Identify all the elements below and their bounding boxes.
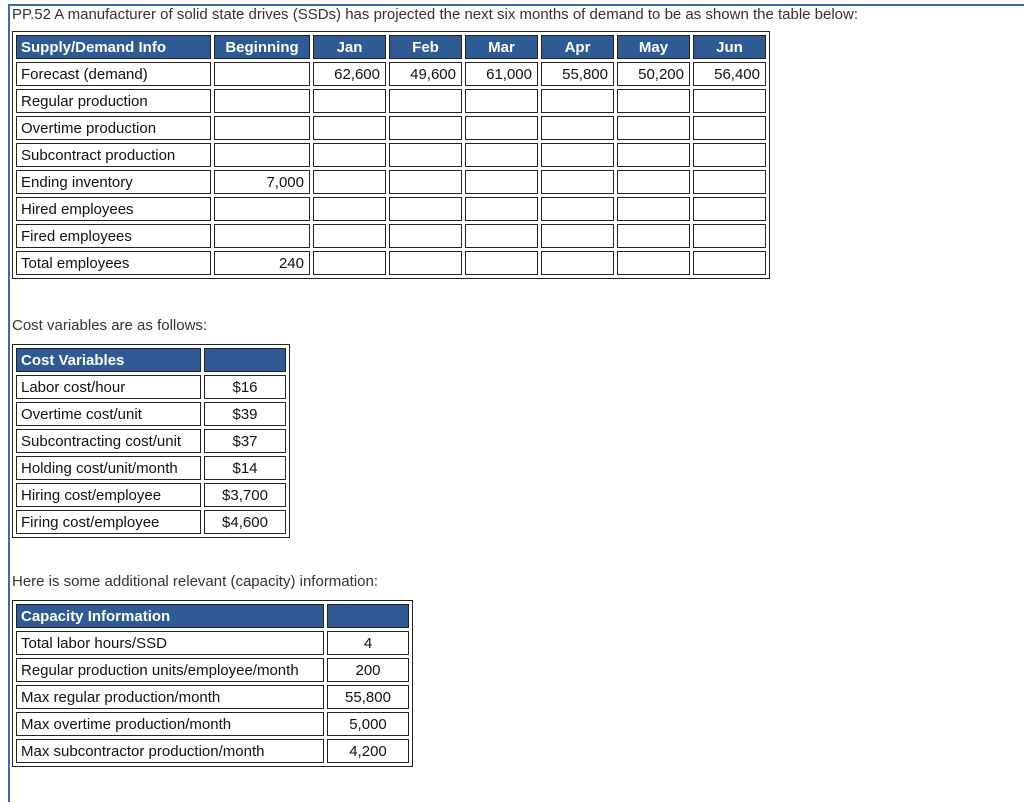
- beginning-cell: 7,000: [214, 170, 310, 194]
- capacity-label: Max regular production/month: [16, 685, 324, 709]
- beginning-cell[interactable]: [214, 224, 310, 248]
- beginning-cell[interactable]: [214, 197, 310, 221]
- month-cell[interactable]: [465, 224, 538, 248]
- capacity-label: Max subcontractor production/month: [16, 739, 324, 763]
- month-cell[interactable]: [693, 170, 766, 194]
- col-header-apr: Apr: [541, 35, 614, 59]
- capacity-header: Capacity Information: [16, 604, 324, 628]
- row-label: Total employees: [16, 251, 211, 275]
- table-row: [16, 62, 766, 86]
- cost-header: Cost Variables: [16, 348, 201, 372]
- month-cell[interactable]: [541, 116, 614, 140]
- month-cell[interactable]: [693, 143, 766, 167]
- capacity-value: 55,800: [327, 685, 409, 709]
- col-header-may: May: [617, 35, 690, 59]
- capacity-intro-text: Here is some additional relevant (capacity) information:: [12, 573, 378, 590]
- month-cell: 50,200: [617, 62, 690, 86]
- month-cell[interactable]: [617, 89, 690, 113]
- month-cell: 61,000: [465, 62, 538, 86]
- table-row: [16, 429, 286, 453]
- row-label: Ending inventory: [16, 170, 211, 194]
- month-cell[interactable]: [617, 251, 690, 275]
- supply-demand-table: [12, 31, 770, 279]
- row-label: Hired employees: [16, 197, 211, 221]
- cost-value: $14: [204, 456, 286, 480]
- table-row: [16, 739, 409, 763]
- month-cell[interactable]: [541, 251, 614, 275]
- table-row: [16, 251, 766, 275]
- table-row: [16, 143, 766, 167]
- month-cell[interactable]: [465, 116, 538, 140]
- month-cell[interactable]: [313, 170, 386, 194]
- capacity-value: 4: [327, 631, 409, 655]
- beginning-cell[interactable]: [214, 143, 310, 167]
- month-cell: 49,600: [389, 62, 462, 86]
- capacity-value: 4,200: [327, 739, 409, 763]
- cost-label: Subcontracting cost/unit: [16, 429, 201, 453]
- col-header-mar: Mar: [465, 35, 538, 59]
- row-label: Overtime production: [16, 116, 211, 140]
- month-cell: 56,400: [693, 62, 766, 86]
- cost-label: Overtime cost/unit: [16, 402, 201, 426]
- month-cell[interactable]: [389, 224, 462, 248]
- capacity-label: Max overtime production/month: [16, 712, 324, 736]
- table-row: [16, 116, 766, 140]
- capacity-table: [12, 600, 413, 767]
- cost-value: $4,600: [204, 510, 286, 534]
- beginning-cell[interactable]: [214, 116, 310, 140]
- table-row: [16, 456, 286, 480]
- month-cell[interactable]: [313, 224, 386, 248]
- cost-value: $3,700: [204, 483, 286, 507]
- table-row: [16, 197, 766, 221]
- table-row: [16, 402, 286, 426]
- month-cell[interactable]: [617, 224, 690, 248]
- month-cell[interactable]: [693, 251, 766, 275]
- month-cell[interactable]: [693, 116, 766, 140]
- month-cell[interactable]: [617, 170, 690, 194]
- table-row: [16, 685, 409, 709]
- row-label: Forecast (demand): [16, 62, 211, 86]
- table-row: [16, 631, 409, 655]
- capacity-label: Total labor hours/SSD: [16, 631, 324, 655]
- month-cell[interactable]: [541, 197, 614, 221]
- month-cell: 62,600: [313, 62, 386, 86]
- cost-value: $37: [204, 429, 286, 453]
- capacity-value: 200: [327, 658, 409, 682]
- beginning-cell: 240: [214, 251, 310, 275]
- col-header-beginning: Beginning: [214, 35, 310, 59]
- month-cell[interactable]: [465, 89, 538, 113]
- table-row: [16, 170, 766, 194]
- month-cell[interactable]: [389, 170, 462, 194]
- beginning-cell[interactable]: [214, 89, 310, 113]
- cost-variables-table: [12, 344, 290, 538]
- col-header-jun: Jun: [693, 35, 766, 59]
- month-cell[interactable]: [313, 197, 386, 221]
- supply-header-row: [16, 35, 766, 59]
- capacity-value: 5,000: [327, 712, 409, 736]
- cost-label: Holding cost/unit/month: [16, 456, 201, 480]
- row-label: Subcontract production: [16, 143, 211, 167]
- month-cell[interactable]: [617, 116, 690, 140]
- table-row: [16, 224, 766, 248]
- frame-left-border: [8, 4, 10, 802]
- table-row: [16, 375, 286, 399]
- month-cell[interactable]: [389, 116, 462, 140]
- month-cell[interactable]: [541, 170, 614, 194]
- table-row: [16, 89, 766, 113]
- cost-value: $39: [204, 402, 286, 426]
- cost-header-value: [204, 348, 286, 372]
- month-cell[interactable]: [389, 197, 462, 221]
- month-cell[interactable]: [617, 197, 690, 221]
- col-header-info: Supply/Demand Info: [16, 35, 211, 59]
- month-cell[interactable]: [465, 170, 538, 194]
- month-cell[interactable]: [389, 143, 462, 167]
- month-cell[interactable]: [313, 116, 386, 140]
- capacity-header-row: [16, 604, 409, 628]
- cost-label: Hiring cost/employee: [16, 483, 201, 507]
- month-cell[interactable]: [617, 143, 690, 167]
- cost-label: Firing cost/employee: [16, 510, 201, 534]
- month-cell[interactable]: [541, 89, 614, 113]
- col-header-jan: Jan: [313, 35, 386, 59]
- problem-statement: PP.52 A manufacturer of solid state drives (SSDs) has projected the next six months of demand to be as shown the table below:: [12, 6, 859, 23]
- month-cell[interactable]: [465, 143, 538, 167]
- month-cell[interactable]: [465, 251, 538, 275]
- month-cell: 55,800: [541, 62, 614, 86]
- table-row: [16, 510, 286, 534]
- cost-header-row: [16, 348, 286, 372]
- month-cell[interactable]: [313, 89, 386, 113]
- month-cell[interactable]: [465, 197, 538, 221]
- cost-label: Labor cost/hour: [16, 375, 201, 399]
- month-cell[interactable]: [693, 224, 766, 248]
- beginning-cell[interactable]: [214, 62, 310, 86]
- month-cell[interactable]: [389, 89, 462, 113]
- month-cell[interactable]: [313, 143, 386, 167]
- table-row: [16, 658, 409, 682]
- month-cell[interactable]: [693, 197, 766, 221]
- table-row: [16, 483, 286, 507]
- cost-value: $16: [204, 375, 286, 399]
- month-cell[interactable]: [541, 143, 614, 167]
- table-row: [16, 712, 409, 736]
- col-header-feb: Feb: [389, 35, 462, 59]
- row-label: Fired employees: [16, 224, 211, 248]
- cost-intro-text: Cost variables are as follows:: [12, 317, 208, 334]
- row-label: Regular production: [16, 89, 211, 113]
- month-cell[interactable]: [313, 251, 386, 275]
- month-cell[interactable]: [389, 251, 462, 275]
- capacity-header-value: [327, 604, 409, 628]
- month-cell[interactable]: [693, 89, 766, 113]
- month-cell[interactable]: [541, 224, 614, 248]
- capacity-label: Regular production units/employee/month: [16, 658, 324, 682]
